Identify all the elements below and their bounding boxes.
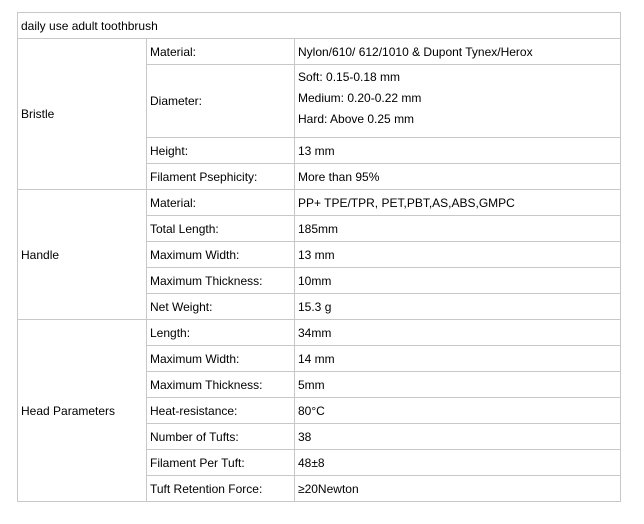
row-label: Maximum Thickness:: [147, 372, 295, 398]
row-value: PP+ TPE/TPR, PET,PBT,AS,ABS,GMPC: [295, 190, 621, 216]
row-value: 5mm: [295, 372, 621, 398]
table-row: [18, 190, 621, 216]
row-label: Total Length:: [147, 216, 295, 242]
row-value: 185mm: [295, 216, 621, 242]
group-label: Head Parameters: [18, 320, 147, 502]
value-line: Hard: Above 0.25 mm: [298, 111, 415, 126]
row-value: 13 mm: [295, 242, 621, 268]
row-label: Net Weight:: [147, 294, 295, 320]
row-label: Length:: [147, 320, 295, 346]
title-row: [18, 13, 621, 39]
row-value: 48±8: [295, 450, 621, 476]
row-value: 13 mm: [295, 138, 621, 164]
row-value: 34mm: [295, 320, 621, 346]
row-label: Number of Tufts:: [147, 424, 295, 450]
row-label: Maximum Thickness:: [147, 268, 295, 294]
row-label: Maximum Width:: [147, 242, 295, 268]
row-label: Filament Psephicity:: [147, 164, 295, 190]
row-value: [295, 65, 621, 138]
row-label: Material:: [147, 39, 295, 65]
row-value: 15.3 g: [295, 294, 621, 320]
table-row: [18, 320, 621, 346]
row-label: Maximum Width:: [147, 346, 295, 372]
row-value: 80°C: [295, 398, 621, 424]
group-label: Bristle: [18, 39, 147, 190]
row-label: Heat-resistance:: [147, 398, 295, 424]
row-value: 14 mm: [295, 346, 621, 372]
table-row: [18, 39, 621, 65]
row-value: ≥20Newton: [295, 476, 621, 502]
row-label: Tuft Retention Force:: [147, 476, 295, 502]
row-value: More than 95%: [295, 164, 621, 190]
row-label: Material:: [147, 190, 295, 216]
row-value: 10mm: [295, 268, 621, 294]
row-label: Height:: [147, 138, 295, 164]
table-title: daily use adult toothbrush: [18, 13, 621, 39]
row-value: Nylon/610/ 612/1010 & Dupont Tynex/Herox: [295, 39, 621, 65]
row-value: 38: [295, 424, 621, 450]
group-label: Handle: [18, 190, 147, 320]
value-line: Medium: 0.20-0.22 mm: [298, 90, 422, 105]
spec-table-body: [18, 13, 621, 502]
row-label: Filament Per Tuft:: [147, 450, 295, 476]
row-label: Diameter:: [147, 65, 295, 138]
value-line: Soft: 0.15-0.18 mm: [298, 69, 401, 84]
spec-table: [17, 12, 621, 502]
